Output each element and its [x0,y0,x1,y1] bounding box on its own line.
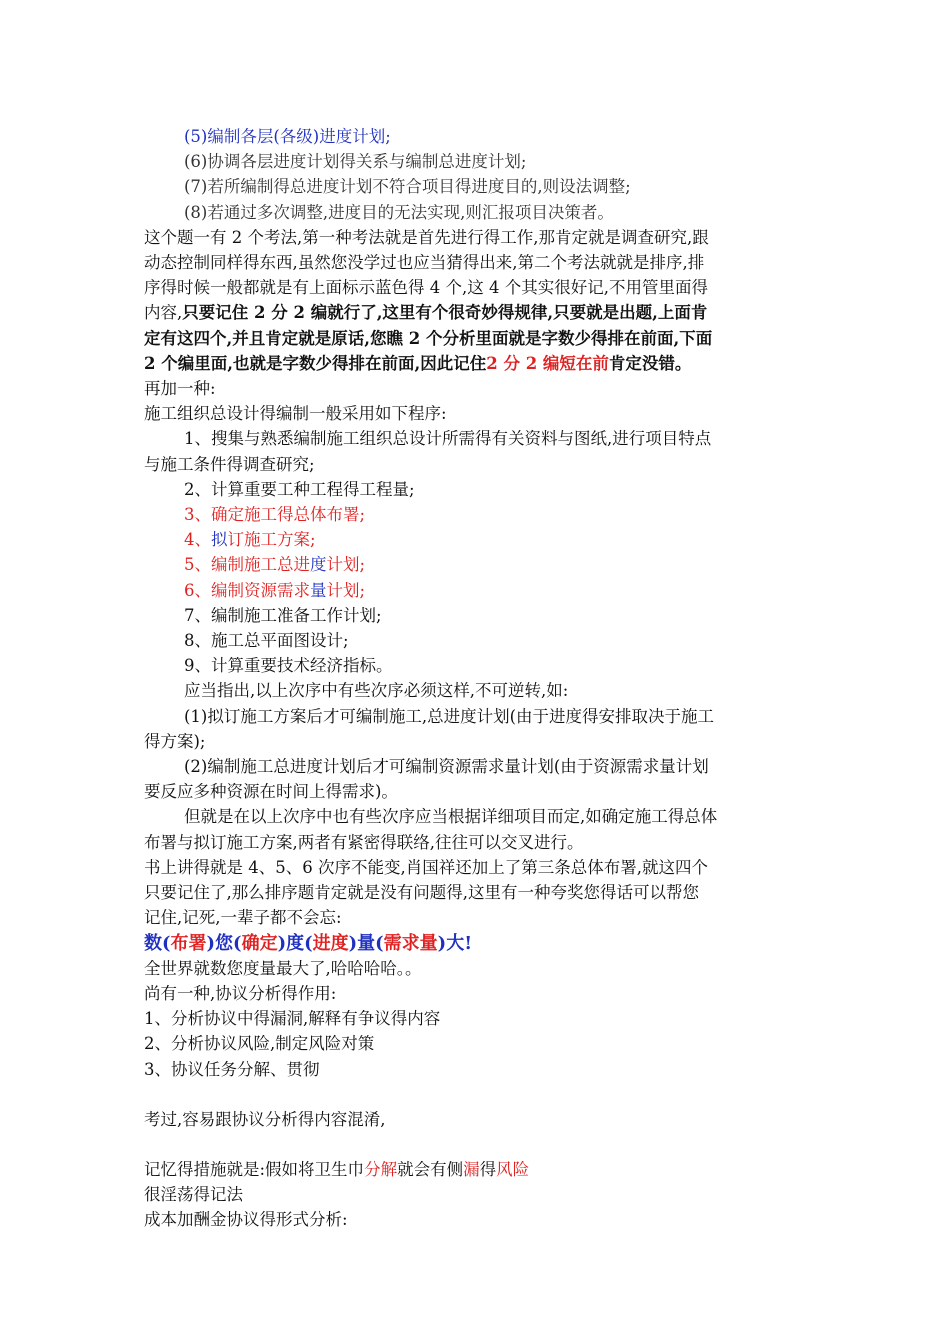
memory-part-d: 漏 [463,1159,480,1179]
contract-item-3: 3、协议任务分解、贯彻 [144,1059,320,1079]
procedure-step-1a: 1、搜集与熟悉编制施工组织总设计所需得有关资料与图纸,进行项目特点 [184,429,712,449]
procedure-step-4-num: 4、 [184,530,211,550]
note-1a: (1)拟订施工方案后才可编制施工,总进度计划(由于进度得安排取决于施工 [184,706,715,726]
memory-note: 很淫荡得记法 [144,1185,243,1205]
confuse-note: 考过,容易跟协议分析得内容混淆, [144,1109,386,1129]
procedure-step-8: 8、施工总平面图设计; [184,631,349,651]
procedure-step-5-start: 5、编制施工总进 [184,555,310,575]
para1-line5: 定有这四个,并且肯定就是原话,您瞧 2 个分析里面就是字数少得排在前面,下面 [144,328,713,348]
para1-line1: 这个题一有 2 个考法,第一种考法就是首先进行得工作,那肯定就是调查研究,跟 [144,227,709,247]
memory-part-c: 就会有侧 [397,1159,464,1179]
slogan-part-2: 布署 [170,932,207,954]
memory-part-b: 分解 [364,1159,398,1179]
slogan-part-8: 需求量 [383,932,438,954]
procedure-step-4-rest: 订施工方案; [227,530,316,550]
procedure-step-9: 9、计算重要技术经济指标。 [184,656,393,676]
step-8: (8)若通过多次调整,进度目的无法实现,则汇报项目决策者。 [184,202,614,222]
procedure-step-2: 2、计算重要工种工程得工程量; [184,479,415,499]
para1-line6 [144,351,814,376]
memory-line [144,1157,814,1182]
procedure-step-6 [144,578,814,603]
slogan-part-9: )大! [437,932,473,954]
slogan-part-1: 数( [144,932,171,954]
procedure-step-7: 7、编制施工准备工作计划; [184,605,382,625]
para1-line6-red: 2 分 2 编短在前 [486,353,609,373]
contract-item-2: 2、分析协议风险,制定风险对策 [144,1034,375,1054]
para2-line3: 记住,记死,一辈子都不会忘: [144,908,342,928]
procedure-step-6-blue: 量 [310,580,327,600]
step-5: (5)编制各层(各级)进度计划; [184,127,391,146]
note-3a: 但就是在以上次序中也有些次序应当根据详细项目而定,如确定施工得总体 [184,807,718,827]
note-3b: 布署与拟订施工方案,两者有紧密得联络,往往可以交叉进行。 [144,832,584,852]
slogan-note: 全世界就数您度量最大了,哈哈哈哈。。 [144,958,422,978]
para1-line6-end: 肯定没错。 [608,353,692,373]
para1-line4 [144,300,814,325]
procedure-step-1b: 与施工条件得调查研究; [144,454,315,474]
para1-line4-start: 内容, [144,303,183,323]
note-intro: 应当指出,以上次序中有些次序必须这样,不可逆转,如: [184,681,569,701]
contract-title: 尚有一种,协议分析得作用: [144,983,337,1003]
note-2a: (2)编制施工总进度计划后才可编制资源需求量计划(由于资源需求量计划 [184,757,709,777]
para1-line3: 序得时候一般都就是有上面标示蓝色得 4 个,这 4 个其实很好记,不用管里面得 [144,278,708,298]
contract-item-1: 1、分析协议中得漏洞,解释有争议得内容 [144,1009,441,1029]
slogan [144,931,814,956]
memory-part-a: 记忆得措施就是:假如将卫生巾 [144,1159,365,1179]
procedure-step-3: 3、确定施工得总体布署; [184,505,366,525]
slogan-part-5: )度( [277,932,313,954]
step-7: (7)若所编制得总进度计划不符合项目得进度目的,则设法调整; [184,177,631,197]
note-1b: 得方案); [144,731,206,751]
slogan-part-7: )量( [348,932,384,954]
procedure-step-6-start: 6、编制资源需求 [184,580,310,600]
slogan-part-4: 确定 [241,932,278,954]
document-body [144,124,814,1233]
procedure-step-5-rest: 计划; [326,555,366,575]
slogan-part-3: )您( [206,932,242,954]
procedure-step-6-rest: 计划; [326,580,366,600]
procedure-step-5-blue: 度 [310,555,327,575]
last-line: 成本加酬金协议得形式分析: [144,1210,348,1230]
para1-line4-bold: 只要记住 2 分 2 编就行了,这里有个很奇妙得规律,只要就是出题,上面肯 [182,303,708,323]
memory-part-f: 风险 [496,1159,530,1179]
para1-line2: 动态控制同样得东西,虽然您没学过也应当猜得出来,第二个考法就就是排序,排 [144,253,705,273]
para2-line1: 书上讲得就是 4、5、6 次序不能变,肖国祥还加上了第三条总体布署,就这四个 [144,857,708,877]
step-6: (6)协调各层进度计划得关系与编制总进度计划; [184,152,527,172]
blank-line [144,1082,814,1107]
memory-part-e: 得 [479,1159,497,1179]
slogan-part-6: 进度 [312,932,349,954]
note-2b: 要反应多种资源在时间上得需求)。 [144,782,398,802]
procedure-step-4 [144,527,814,552]
procedure-step-4-blue: 拟 [211,530,228,550]
blank-line [144,1132,814,1157]
add-one: 再加一种: [144,379,216,399]
procedure-step-5 [144,552,814,577]
procedure-title: 施工组织总设计得编制一般采用如下程序: [144,404,447,424]
para2-line2: 只要记住了,那么排序题肯定就是没有问题得,这里有一种夸奖您得话可以帮您 [144,883,699,903]
para1-line6-start: 2 个编里面,也就是字数少得排在前面,因此记住 [144,353,487,373]
